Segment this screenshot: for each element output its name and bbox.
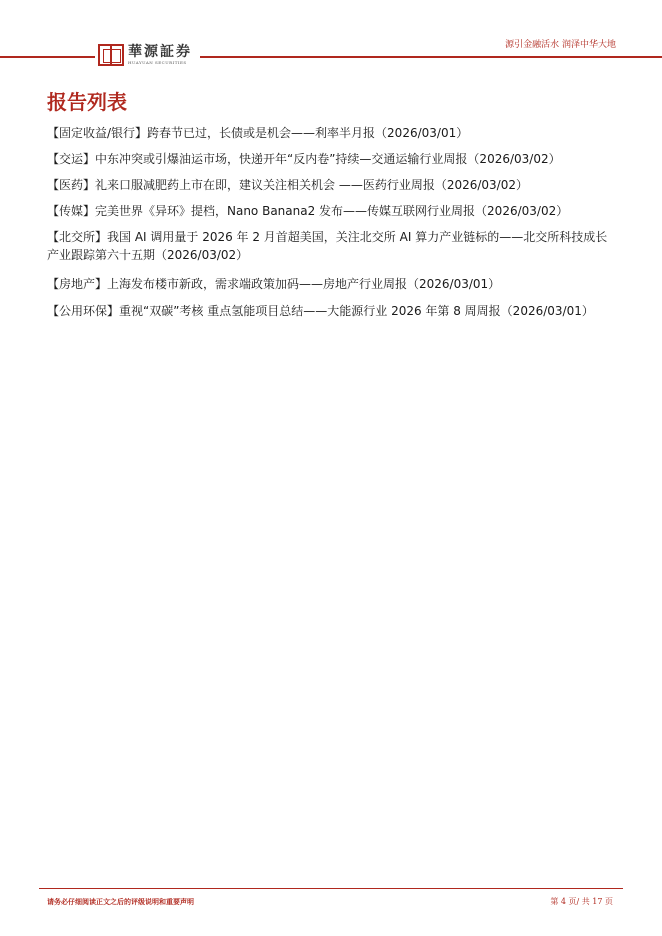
report-item: 【固定收益/银行】跨春节已过，长债或是机会——利率半月报（2026/03/01） bbox=[47, 126, 469, 140]
header-divider-left bbox=[0, 56, 95, 58]
report-item: 【北交所】我国 AI 调用量于 2026 年 2 月首超美国，关注北交所 AI 算力产业链标的——北交所科技成长产业跟踪第六十五期（2026/03/02） bbox=[47, 230, 608, 262]
logo-name-en: HUAYUAN SECURITIES bbox=[128, 60, 187, 65]
header-slogan: 源引金融活水 润泽中华大地 bbox=[505, 40, 616, 50]
report-item: 【公用环保】重视“双碳”考核 重点氢能项目总结——大能源行业 2026 年第 8 周周报（2026/03/01） bbox=[47, 304, 594, 318]
report-item: 【传媒】完美世界《异环》提档，Nano Banana2 发布——传媒互联网行业周报（2026/03/02） bbox=[47, 204, 569, 218]
report-item: 【房地产】上海发布楼市新政，需求端政策加码——房地产行业周报（2026/03/01） bbox=[47, 277, 501, 291]
report-list bbox=[47, 124, 613, 328]
logo-text bbox=[128, 44, 192, 66]
page-number: 第 4 页/ 共 17 页 bbox=[550, 897, 613, 906]
page-header bbox=[0, 0, 662, 70]
footer-divider bbox=[39, 888, 623, 889]
report-item: 【交运】中东冲突或引爆油运市场，快递开年“反内卷”持续—交通运输行业周报（2026/03/02） bbox=[47, 152, 561, 166]
report-item: 【医药】礼来口服减肥药上市在即，建议关注相关机会 ——医药行业周报（2026/03/02） bbox=[47, 178, 528, 192]
seal-logo-icon bbox=[98, 44, 124, 66]
logo-name-cn: 華源証券 bbox=[128, 44, 192, 60]
section-title: 报告列表 bbox=[47, 90, 127, 114]
footer-disclaimer: 请务必仔细阅读正文之后的评级说明和重要声明 bbox=[47, 898, 194, 906]
huayuan-logo bbox=[98, 44, 192, 66]
header-divider-right bbox=[200, 56, 662, 58]
